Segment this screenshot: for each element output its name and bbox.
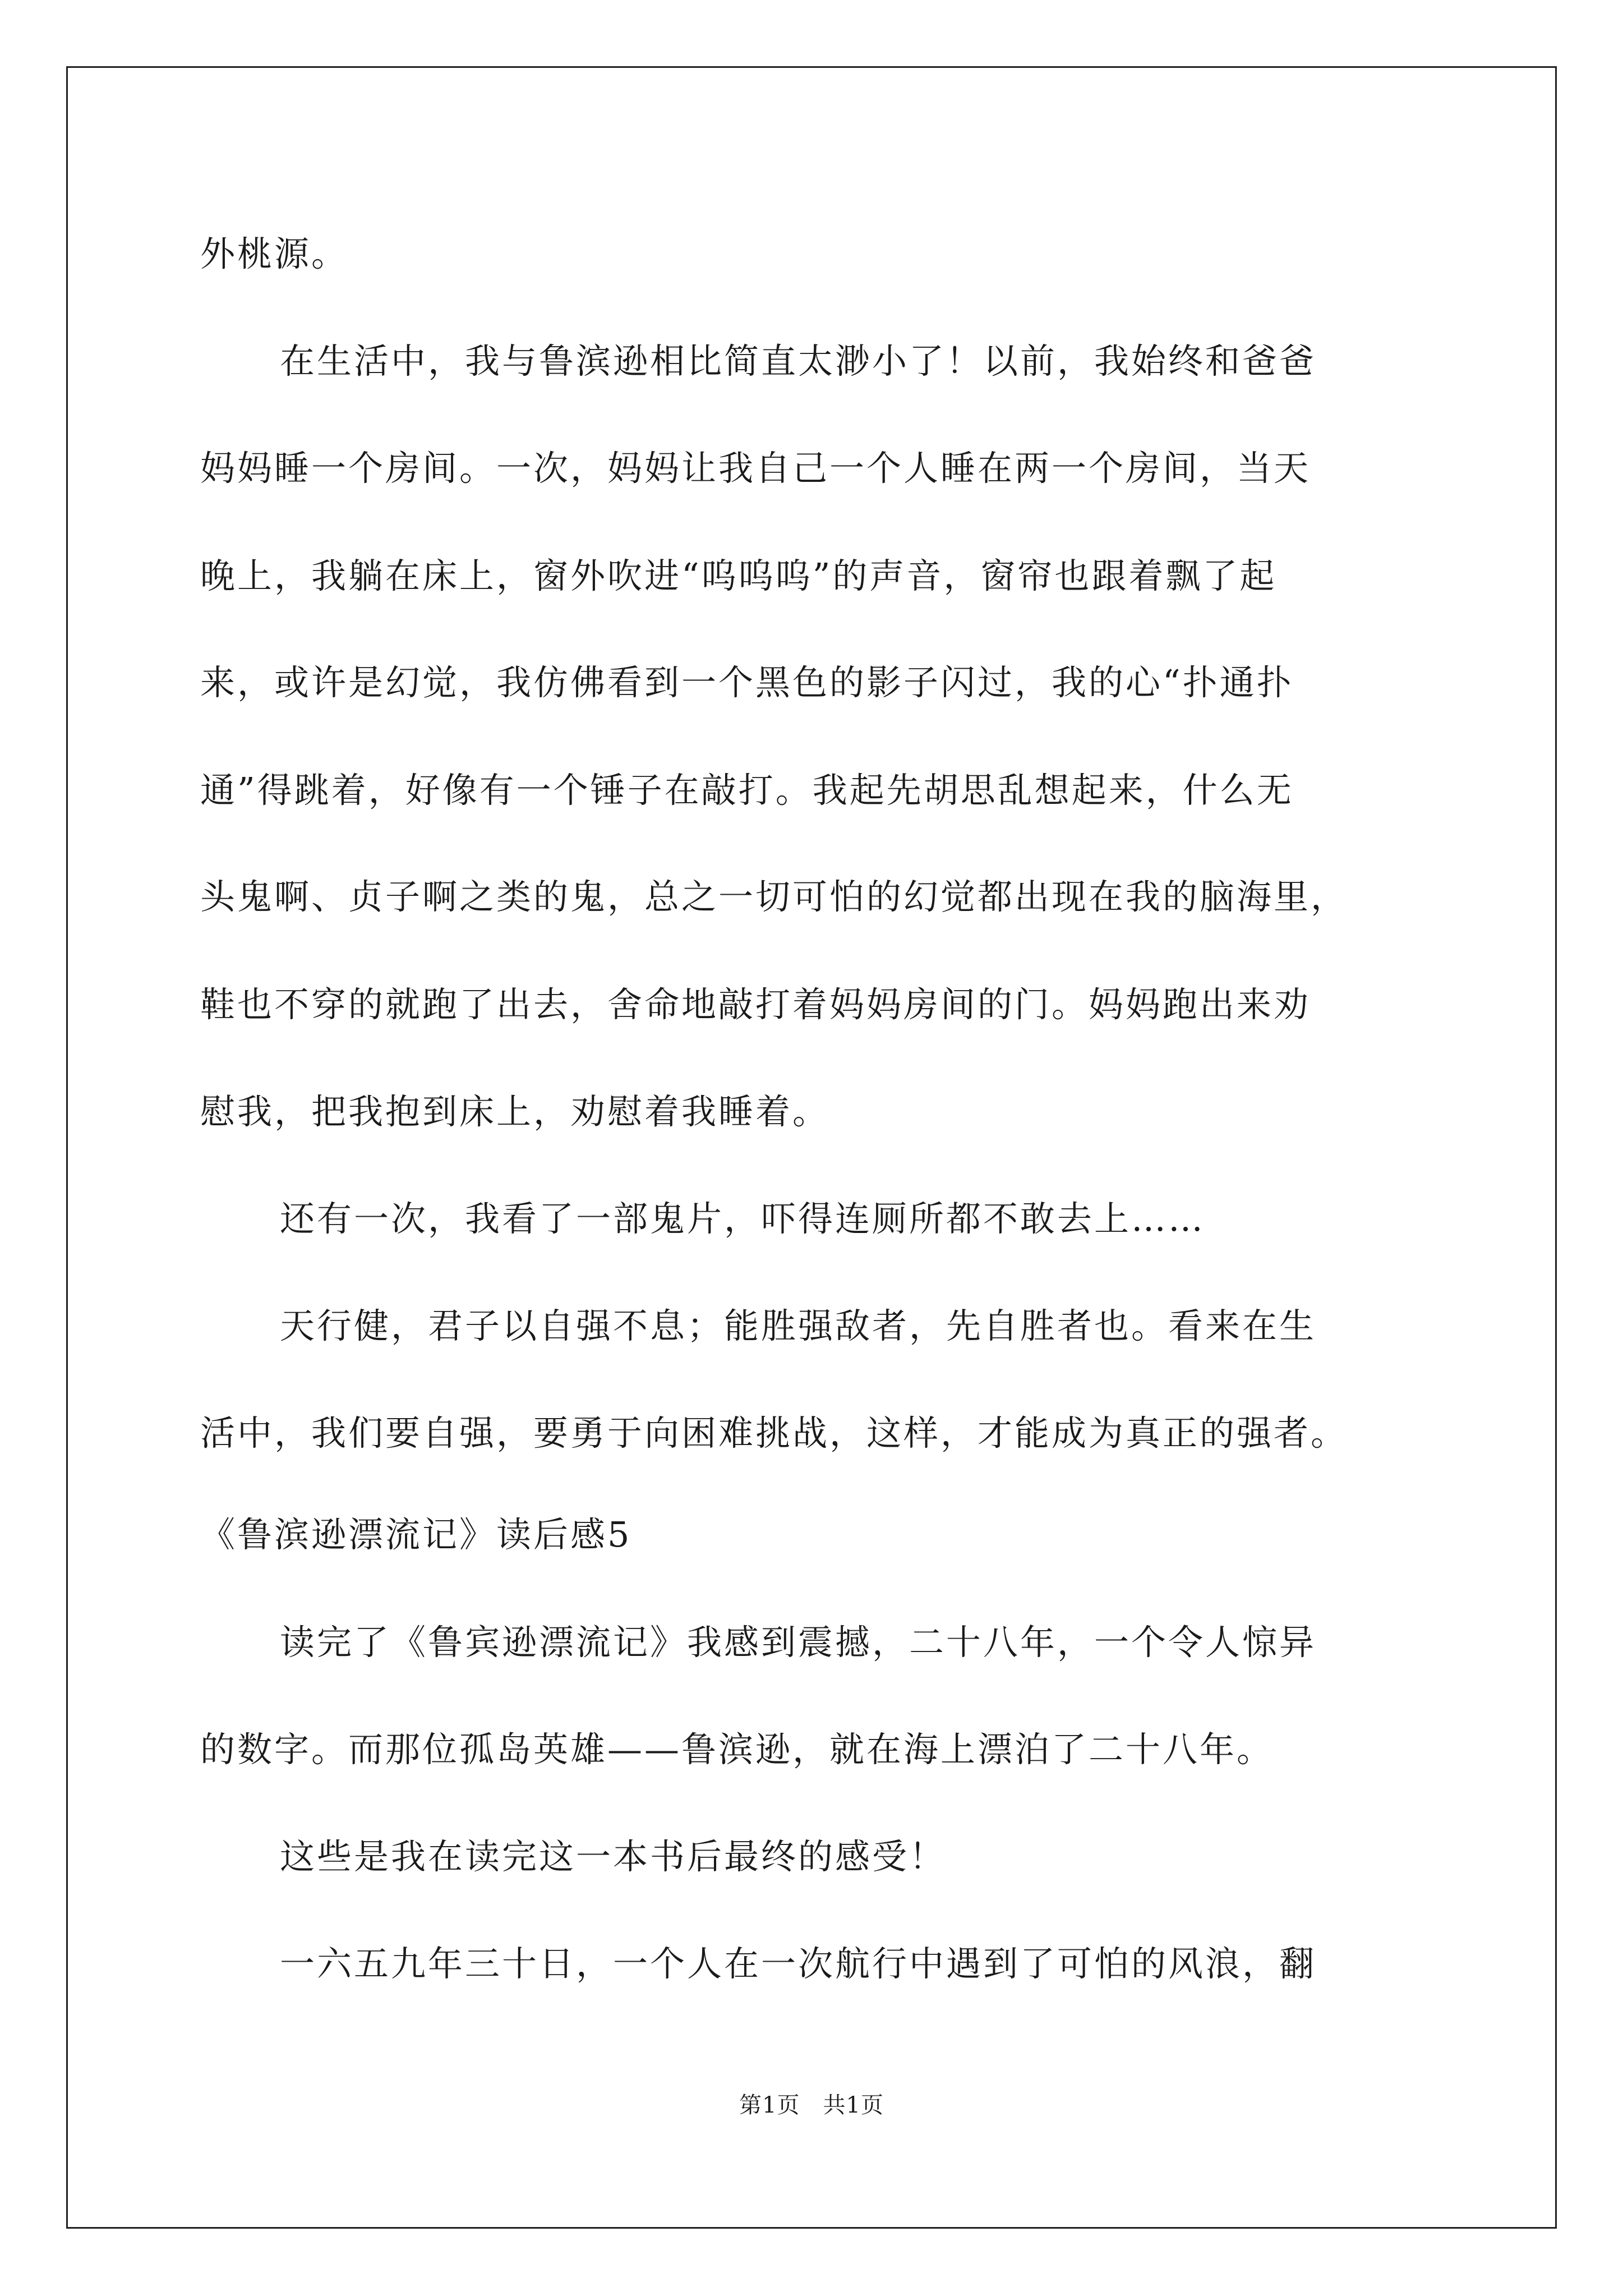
text-line: 活中，我们要自强，要勇于向困难挑战，这样，才能成为真正的强者。 bbox=[200, 1412, 1348, 1453]
text-line: 妈妈睡一个房间。一次，妈妈让我自己一个人睡在两一个房间，当天 bbox=[200, 448, 1311, 489]
text-line: 读完了《鲁宾逊漂流记》我感到震撼，二十八年，一个令人惊异 bbox=[280, 1622, 1317, 1663]
text-line: 头鬼啊、贞子啊之类的鬼，总之一切可怕的幻觉都出现在我的脑海里， bbox=[200, 876, 1348, 917]
text-line: 一六五九年三十日，一个人在一次航行中遇到了可怕的风浪，翻 bbox=[280, 1943, 1317, 1984]
text-line: 鞋也不穿的就跑了出去，舍命地敲打着妈妈房间的门。妈妈跑出来劝 bbox=[200, 984, 1311, 1025]
page-border bbox=[66, 66, 1557, 2229]
text-line: 通”得跳着，好像有一个锤子在敲打。我起先胡思乱想起来，什么无 bbox=[200, 770, 1294, 811]
section-heading: 《鲁滨逊漂流记》读后感5 bbox=[200, 1514, 632, 1555]
text-line: 天行健，君子以自强不息；能胜强敌者，先自胜者也。看来在生 bbox=[280, 1305, 1317, 1346]
page-footer: 第1页 共1页 bbox=[739, 2092, 884, 2118]
text-line: 在生活中，我与鲁滨逊相比简直太渺小了！以前，我始终和爸爸 bbox=[280, 341, 1317, 381]
text-line: 还有一次，我看了一部鬼片，吓得连厕所都不敢去上…… bbox=[280, 1198, 1206, 1239]
text-line: 这些是我在读完这一本书后最终的感受！ bbox=[280, 1836, 947, 1877]
text-line: 晚上，我躺在床上，窗外吹进“呜呜呜”的声音，窗帘也跟着飘了起 bbox=[200, 555, 1277, 596]
text-line: 来，或许是幻觉，我仿佛看到一个黑色的影子闪过，我的心“扑通扑 bbox=[200, 662, 1294, 703]
text-line: 的数字。而那位孤岛英雄——鲁滨逊，就在海上漂泊了二十八年。 bbox=[200, 1729, 1274, 1770]
text-line: 慰我，把我抱到床上，劝慰着我睡着。 bbox=[200, 1091, 830, 1132]
text-line: 外桃源。 bbox=[200, 233, 349, 274]
